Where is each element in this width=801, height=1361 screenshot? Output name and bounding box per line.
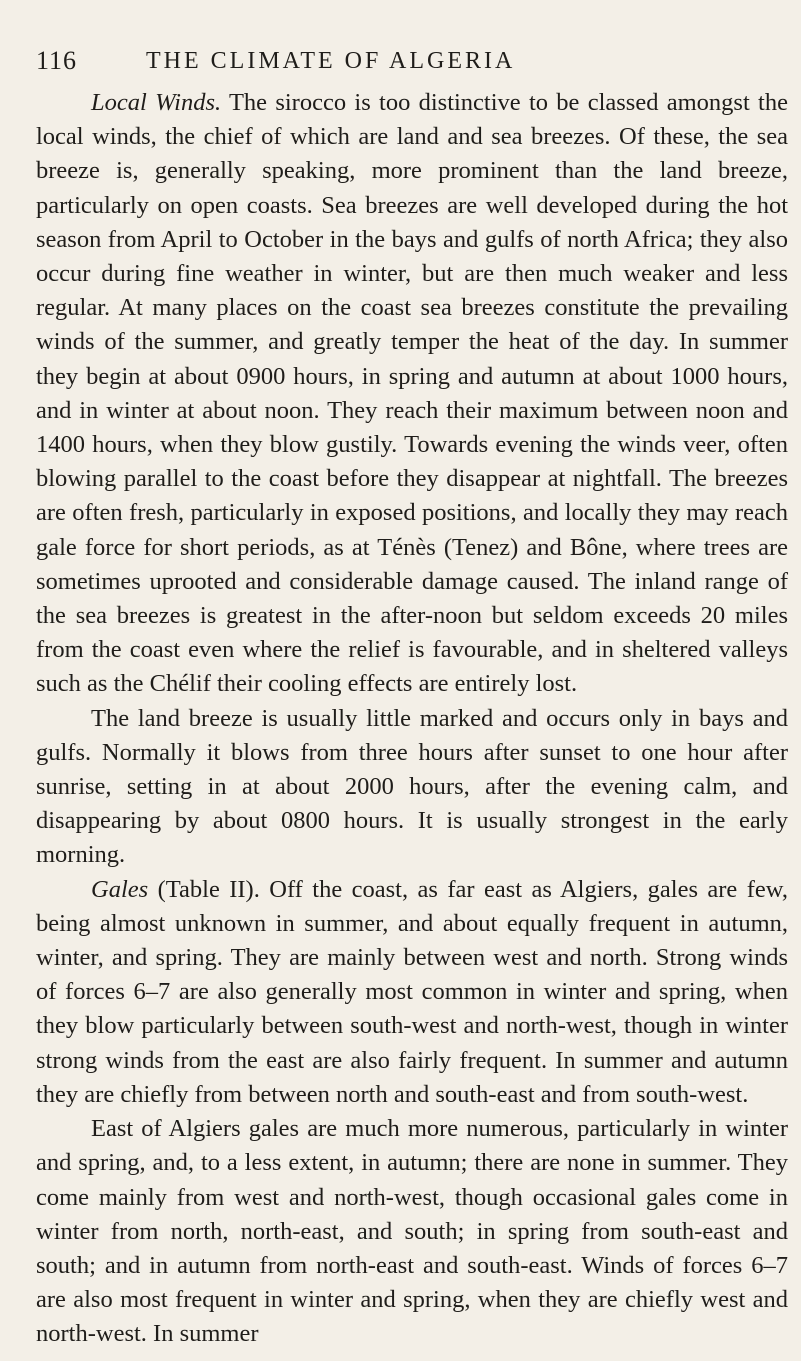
paragraph-text: (Table II). Off the coast, as far east as Algiers, gales are few, being almost unknown in summer, and about equally frequent in autumn, winter, and spring. They are mainly between west and north. Strong winds of forces 6–7 are also generally most common in winter and spring, when they blow particularly between south-west and north-west, though in winter strong winds from the east are also fairly frequent. In summer and autumn they are chiefly from between north and south-east and from south-west. — [36, 875, 788, 1108]
paragraph-land-breeze — [36, 702, 788, 873]
paragraph-lead: Local Winds. — [91, 89, 222, 116]
paragraph-gales — [36, 873, 788, 1112]
body-text — [36, 86, 788, 1352]
paragraph-lead: Gales — [91, 875, 149, 903]
running-title: THE CLIMATE OF ALGERIA — [146, 48, 516, 74]
paragraph-text: East of Algiers gales are much more numerous, particularly in winter and spring, and, to a less extent, in autumn; there are none in summer. They come mainly from west and north-west, though occasional gales come in winter from north, north-east, and south; in spring from south-east and south; and in autumn from north-east and south-east. Winds of forces 6–7 are also most frequent in winter and spring, when they are chiefly west and north-west. In summer — [36, 1115, 788, 1348]
paragraph-local-winds — [36, 86, 788, 702]
paragraph-east-of-algiers — [36, 1112, 788, 1351]
paragraph-text: The sirocco is too distinctive to be classed amongst the local winds, the chief of which are land and sea breezes. Of these, the sea breeze is, generally speaking, more prominent than the land breeze, particularly on open coasts. Sea breezes are well developed during the hot season from April to October in the bays and gulfs of north Africa; they also occur during fine weather in winter, but are then much weaker and less regular. At many places on the coast sea breezes constitute the prevailing winds of the summer, and greatly temper the heat of the day. In summer they begin at about 0900 hours, in spring and autumn at about 1000 hours, and in winter at about noon. They reach their maximum between noon and 1400 hours, when they blow gustily. Towards evening the winds veer, often blowing parallel to the coast before they disappear at nightfall. The breezes are often fresh, particularly in exposed positions, and locally they may reach gale force for short periods, as at Ténès (Tenez) and Bône, where trees are sometimes uprooted and considerable damage caused. The inland range of the sea breezes is greatest in the after-noon but seldom exceeds 20 miles from the coast even where the relief is favourable, and in sheltered valleys such as the Chélif their cooling effects are entirely lost. — [36, 89, 788, 698]
paragraph-text: The land breeze is usually little marked and occurs only in bays and gulfs. Normally it blows from three hours after sunset to one hour after sunrise, setting in at about 2000 hours, after the evening calm, and disappearing by about 0800 hours. It is usually strongest in the early morning. — [36, 704, 788, 869]
page-number: 116 — [36, 46, 78, 75]
book-page — [36, 46, 788, 1352]
running-head — [36, 46, 788, 86]
